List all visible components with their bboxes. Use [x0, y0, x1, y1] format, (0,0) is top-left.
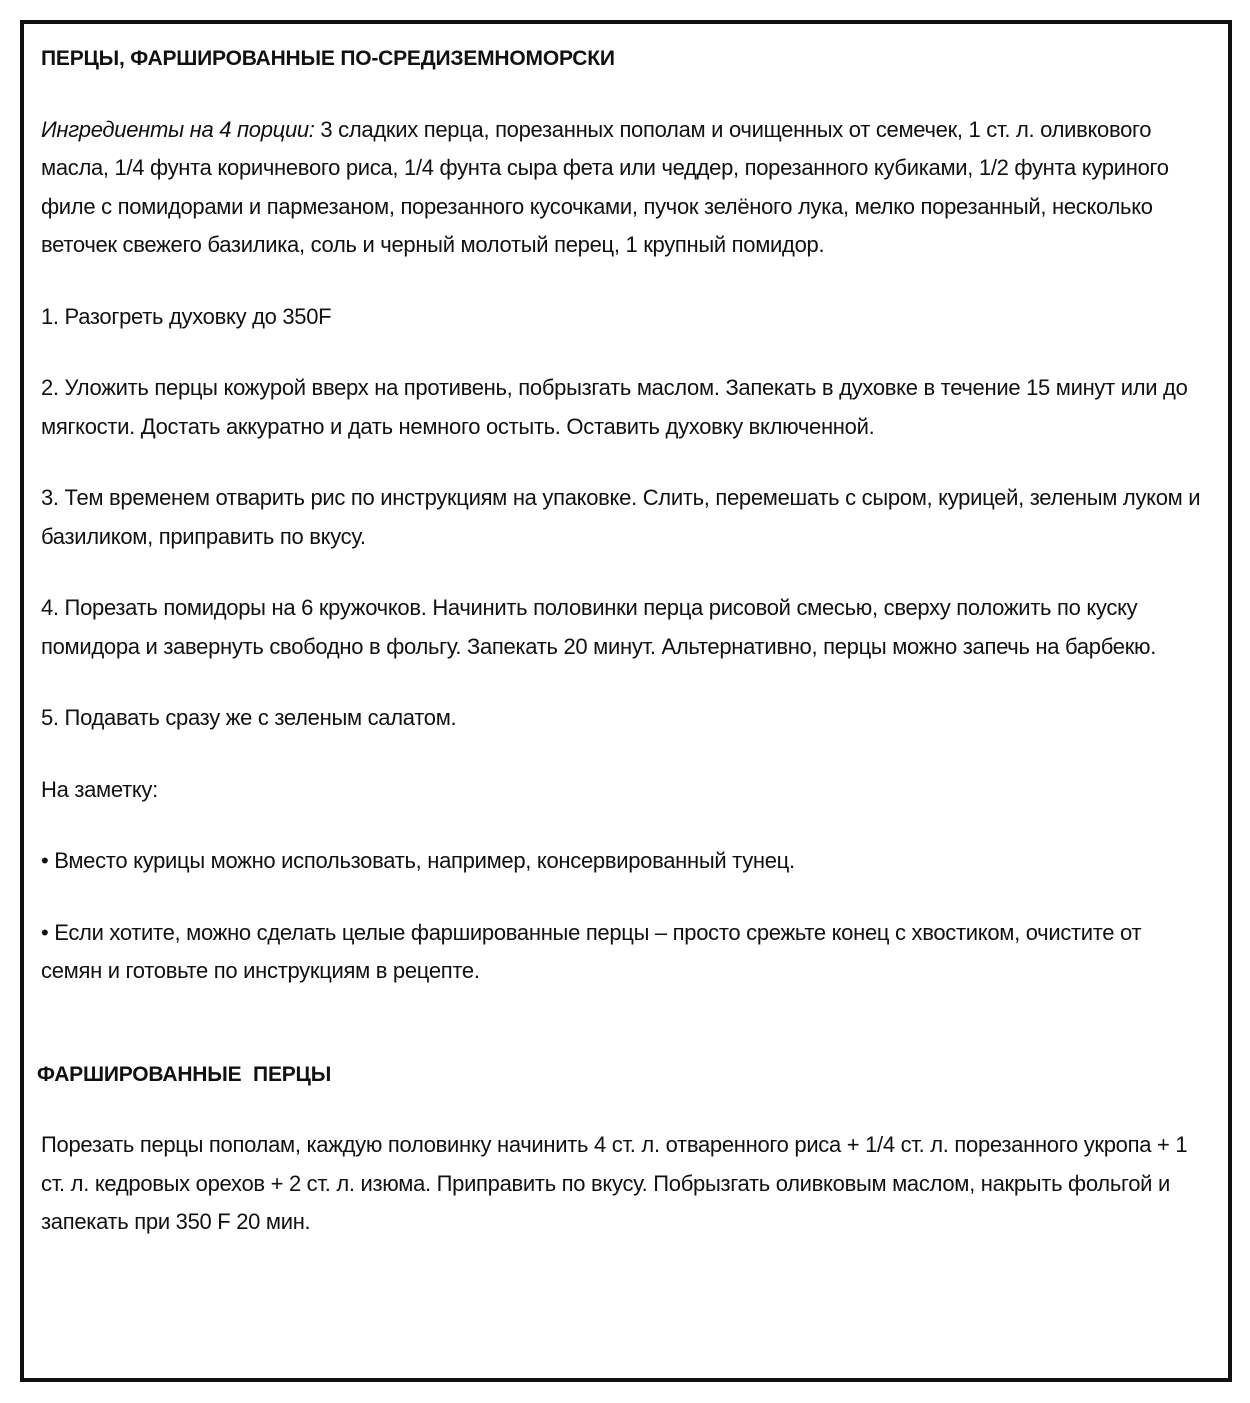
ingredients-text: 3 сладких перца, порезанных пополам и очищенных от семечек, 1 ст. л. оливкового масла, 1/4 фунта коричневого риса, 1/4 фунта сыра фета или чеддер, порезанного кубиками, 1/2 фунта куриного филе с помидорами и пармезаном, порезанного кусочками, пучок зелёного лука, мелко порезанный, несколько веточек свежего базилика, соль и черный молотый перец, 1 крупный помидор.	[41, 116, 1169, 257]
note-label: На заметку:	[41, 776, 158, 802]
section-gap	[41, 1024, 1201, 1056]
step-1: 1. Разогреть духовку до 350F	[41, 303, 332, 329]
ingredients-paragraph	[41, 111, 1201, 265]
recipe2-text: Порезать перцы пополам, каждую половинку начинить 4 ст. л. отваренного риса + 1/4 ст. л. порезанного укропа + 1 ст. л. кедровых орехов + 2 ст. л. изюма. Приправить по вкусу. Побрызгать оливковым маслом, накрыть фольгой и запекать при 350 F 20 мин.	[41, 1132, 1188, 1234]
recipe-title: ПЕРЦЫ, ФАРШИРОВАННЫЕ ПО-СРЕДИЗЕМНОМОРСКИ	[41, 47, 615, 70]
step-4: 4. Порезать помидоры на 6 кружочков. Начинить половинки перца рисовой смесью, сверху положить по куску помидора и завернуть свободно в фольгу. Запекать 20 минут. Альтернативно, перцы можно запечь на барбекю.	[41, 595, 1157, 659]
step-3: 3. Тем временем отварить рис по инструкциям на упаковке. Слить, перемешать с сыром, курицей, зеленым луком и базиликом, приправить по вкусу.	[41, 485, 1201, 549]
note-1: • Вместо курицы можно использовать, например, консервированный тунец.	[41, 848, 795, 873]
note-2: • Если хотите, можно сделать целые фаршированные перцы – просто срежьте конец с хвостиком, очистите от семян и готовьте по инструкциям в рецепте.	[41, 919, 1142, 983]
step-2: 2. Уложить перцы кожурой вверх на противень, побрызгать маслом. Запекать в духовке в течение 15 минут или до мягкости. Достать аккуратно и дать немного остыть. Оставить духовку включенной.	[41, 375, 1188, 439]
step-5: 5. Подавать сразу же с зеленым салатом.	[41, 705, 457, 730]
recipe2-title: ФАРШИРОВАННЫЕ ПЕРЦЫ	[37, 1062, 332, 1086]
document-content	[37, 40, 1201, 1242]
ingredients-lead: Ингредиенты на 4 порции:	[41, 116, 315, 142]
